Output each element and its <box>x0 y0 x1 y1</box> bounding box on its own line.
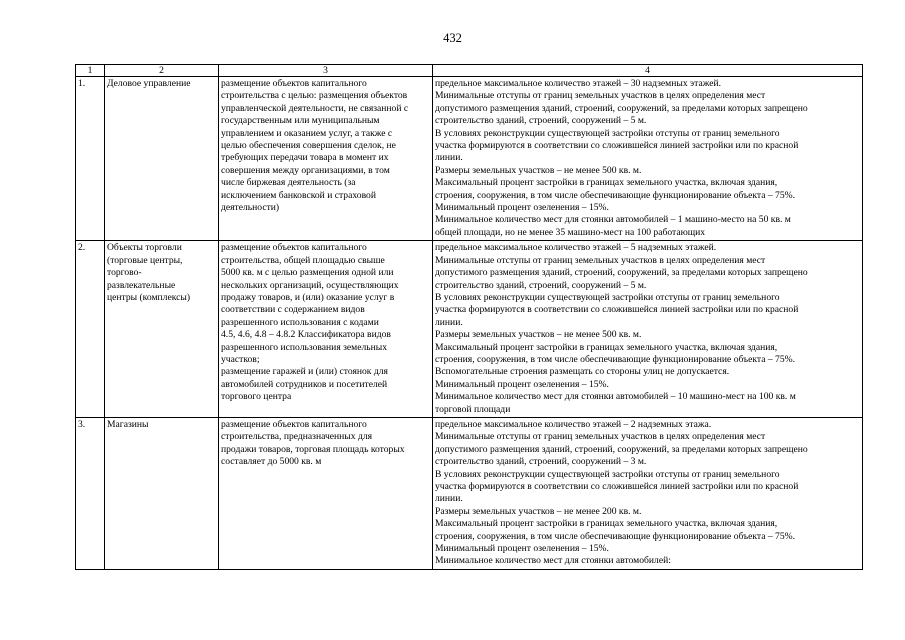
text-line: разрешенного использования земельных <box>221 341 388 353</box>
text-line: участков; <box>221 353 260 365</box>
row-number-cell: 1. <box>76 77 105 241</box>
header-cell-3: 3 <box>219 65 433 77</box>
text-line: Минимальное количество мест для стоянки автомобилей: <box>435 555 671 567</box>
text-line: продажу товаров, и (или) оказание услуг в <box>221 291 395 303</box>
land-use-description-cell <box>219 417 433 569</box>
text-line: нескольких организаций, осуществляющих <box>221 279 399 291</box>
building-parameters-cell <box>433 77 863 241</box>
text-line: линии. <box>435 493 463 505</box>
text-line: управлением и оказанием услуг, а также с <box>221 127 393 139</box>
text-line: строения, сооружения, в том числе обеспечивающие функционирование объекта – 75%. <box>435 353 796 365</box>
text-line: Минимальные отступы от границ земельных участков в целях определения мест <box>435 254 766 266</box>
text-line: В условиях реконструкции существующей застройки отступы от границ земельного <box>435 127 780 139</box>
text-line: Магазины <box>107 418 149 430</box>
text-line: развлекательные <box>107 279 176 291</box>
text-line: совершения между организациями, в том <box>221 164 390 176</box>
text-line: составляет до 5000 кв. м <box>221 456 322 468</box>
text-line: числе биржевая деятельность (за <box>221 177 356 189</box>
text-line: торгового центра <box>221 391 292 403</box>
text-line: Вспомогательные строения размещать со стороны улиц не допускается. <box>435 366 730 378</box>
text-line: строительства, предназначенных для <box>221 431 373 443</box>
text-line: участка формируются в соответствии со сложившейся линией застройки или по красной <box>435 140 799 152</box>
text-line: Минимальное количество мест для стоянки автомобилей – 10 машино-мест на 100 кв. м <box>435 391 796 403</box>
zoning-table <box>75 64 863 570</box>
text-line: Минимальные отступы от границ земельных участков в целях определения мест <box>435 90 766 102</box>
text-line: участка формируются в соответствии со сложившейся линией застройки или по красной <box>435 481 799 492</box>
text-line: размещение гаражей и (или) стоянок для <box>221 366 388 378</box>
text-line: размещение объектов капитального <box>221 418 367 430</box>
text-line: Минимальный процент озеленения – 15%. <box>435 543 609 555</box>
header-cell-2: 2 <box>105 65 219 77</box>
text-line: 4.5, 4.6, 4.8 – 4.8.2 Классификатора видов <box>221 329 391 341</box>
land-use-description-cell <box>219 77 433 241</box>
text-line: разрешенного использования с кодами <box>221 316 379 328</box>
text-line: предельное максимальное количество этажей – 2 надземных этажа. <box>435 418 712 430</box>
land-use-name-cell <box>105 417 219 569</box>
text-line: строительства, общей площадью свыше <box>221 254 385 266</box>
text-line: Минимальные отступы от границ земельных участков в целях определения мест <box>435 431 766 443</box>
text-line: предельное максимальное количество этажей – 5 надземных этажей. <box>435 242 717 254</box>
text-line: допустимого размещения зданий, строений, сооружений, за пределами которых запрещено <box>435 443 808 455</box>
building-parameters-cell <box>433 241 863 418</box>
text-line: Минимальное количество мест для стоянки автомобилей – 1 машино-место на 50 кв. м <box>435 214 791 226</box>
text-line: исключением банковской и страховой <box>221 189 376 201</box>
text-line: Минимальный процент озеленения – 15%. <box>435 378 609 390</box>
text-line: размещение объектов капитального <box>221 78 367 89</box>
text-line: Максимальный процент застройки в границах земельного участка, включая здания, <box>435 341 778 353</box>
text-line: целью обеспечения совершения сделок, не <box>221 140 396 152</box>
row-number-cell: 2. <box>76 241 105 418</box>
text-line: допустимого размещения зданий, строений, сооружений, за пределами которых запрещено <box>435 102 808 114</box>
text-line: торгово- <box>107 267 142 279</box>
text-line: участка формируются в соответствии со сложившейся линией застройки или по красной <box>435 304 799 316</box>
text-line: Максимальный процент застройки в границах земельного участка, включая здания, <box>435 177 778 189</box>
text-line: требующих передачи товара в момент их <box>221 152 389 164</box>
land-use-name-cell <box>105 77 219 241</box>
text-line: деятельности) <box>221 202 280 214</box>
text-line: продажи товаров, торговая площадь которых <box>221 443 405 455</box>
header-cell-1: 1 <box>76 65 105 77</box>
text-line: строения, сооружения, в том числе обеспечивающие функционирование объекта – 75%. <box>435 530 796 542</box>
text-line: строительство зданий, строений, сооружений – 5 м. <box>435 279 647 291</box>
text-line: допустимого размещения зданий, строений, сооружений, за пределами которых запрещено <box>435 267 808 279</box>
text-line: соответствии с содержанием видов <box>221 304 365 316</box>
table-row <box>76 417 863 569</box>
text-line: Объекты торговли <box>107 242 182 254</box>
text-line: (торговые центры, <box>107 254 183 266</box>
text-line: Максимальный процент застройки в границах земельного участка, включая здания, <box>435 518 778 530</box>
table-row <box>76 241 863 418</box>
text-line: общей площади, но не менее 35 машино-мест на 100 работающих <box>435 226 706 238</box>
text-line: В условиях реконструкции существующей застройки отступы от границ земельного <box>435 468 780 480</box>
text-line: линии. <box>435 316 463 328</box>
text-line: автомобилей сотрудников и посетителей <box>221 378 388 390</box>
text-line: строительство зданий, строений, сооружений – 5 м. <box>435 115 647 127</box>
text-line: Размеры земельных участков – не менее 500 кв. м. <box>435 329 642 341</box>
land-use-name-cell <box>105 241 219 418</box>
text-line: торговой площади <box>435 403 511 415</box>
row-number-cell: 3. <box>76 417 105 569</box>
table-header-row <box>76 65 863 77</box>
text-line: государственным или муниципальным <box>221 115 380 127</box>
land-use-description-cell <box>219 241 433 418</box>
text-line: Размеры земельных участков – не менее 200 кв. м. <box>435 505 642 517</box>
text-line: строительство зданий, строений, сооружений – 3 м. <box>435 456 647 468</box>
table-row <box>76 77 863 241</box>
text-line: 5000 кв. м с целью размещения одной или <box>221 267 394 279</box>
header-cell-4: 4 <box>433 65 863 77</box>
text-line: предельное максимальное количество этажей – 30 надземных этажей. <box>435 78 721 89</box>
text-line: линии. <box>435 152 463 164</box>
text-line: управленческой деятельности, не связанной с <box>221 102 409 114</box>
text-line: размещение объектов капитального <box>221 242 367 254</box>
page-number: 432 <box>443 31 462 45</box>
table-body <box>76 77 863 570</box>
text-line: строительства с целью: размещения объектов <box>221 90 408 102</box>
text-line: Минимальный процент озеленения – 15%. <box>435 202 609 214</box>
text-line: строения, сооружения, в том числе обеспечивающие функционирование объекта – 75%. <box>435 189 796 201</box>
building-parameters-cell <box>433 417 863 569</box>
text-line: Размеры земельных участков – не менее 500 кв. м. <box>435 164 642 176</box>
text-line: Деловое управление <box>107 78 191 89</box>
text-line: центры (комплексы) <box>107 291 191 303</box>
text-line: В условиях реконструкции существующей застройки отступы от границ земельного <box>435 291 780 303</box>
